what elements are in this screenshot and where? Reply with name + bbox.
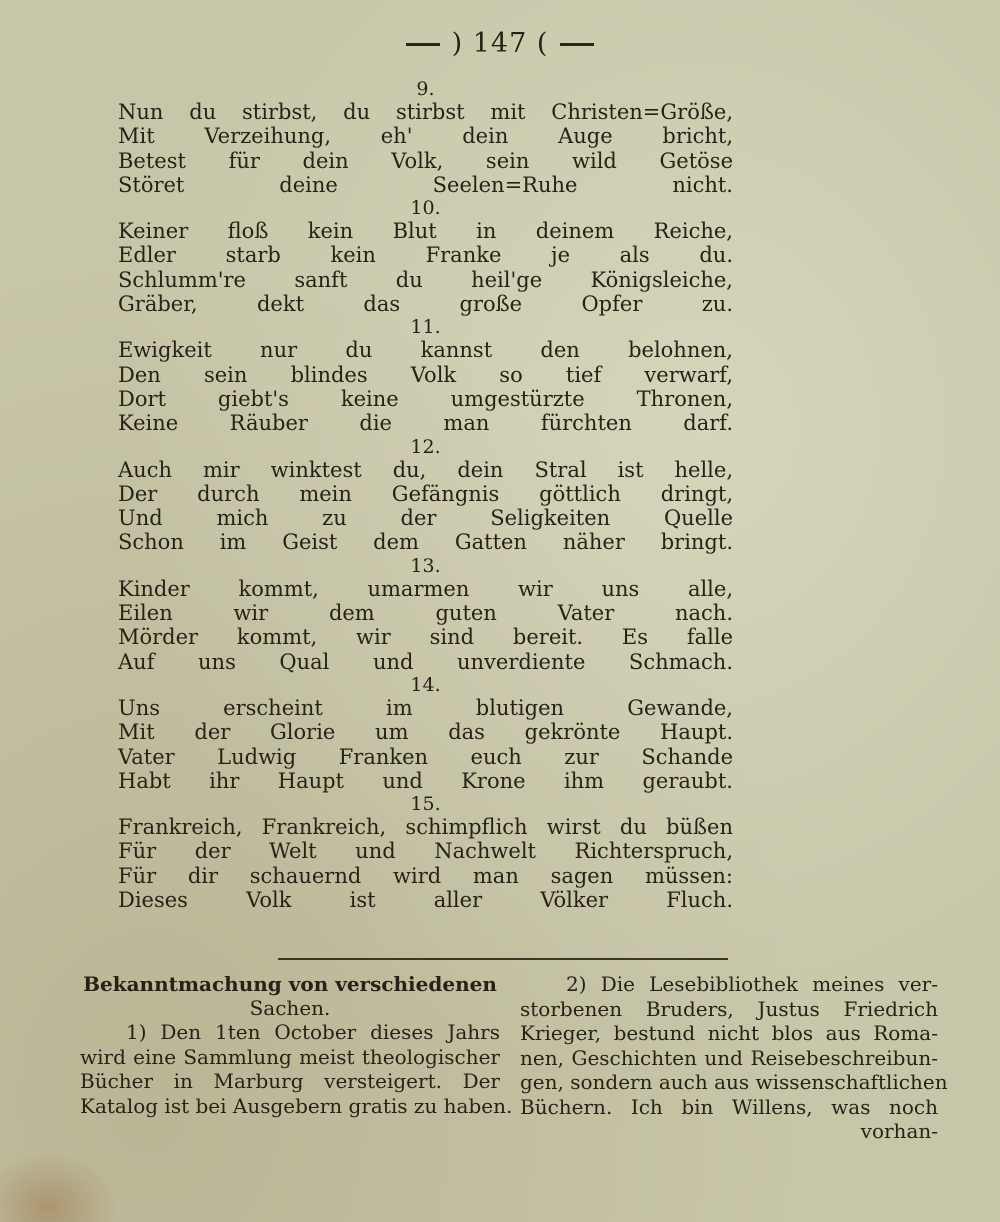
poem-line: Auch mir winktest du, dein Stral ist helle,: [118, 457, 733, 482]
notices-title-line2: Sachen.: [249, 996, 331, 1020]
poem-line: Eilen wir dem guten Vater nach.: [118, 601, 733, 626]
stanza-number: 11.: [410, 316, 441, 339]
notice-line: storbenen Bruders, Justus Friedrich: [520, 996, 938, 1021]
stanza-number: 13.: [410, 554, 441, 577]
poem-line: Schlumm're sanft du heil'ge Königsleiche,: [118, 267, 733, 292]
poem-line: Für dir schauernd wird man sagen müssen:: [118, 863, 733, 888]
poem-line: Frankreich, Frankreich, schimpflich wirst du büßen: [118, 815, 733, 840]
stanza-number: 15.: [410, 793, 441, 816]
poem-line: Störet deine Seelen=Ruhe nicht.: [118, 172, 733, 197]
poem-line: Den sein blindes Volk so tief verwarf,: [118, 362, 733, 387]
notice-line: Bücher in Marburg versteigert. Der: [80, 1069, 500, 1093]
poem-line: Auf uns Qual und unverdiente Schmach.: [118, 649, 733, 674]
notice-item-1: [80, 1020, 513, 1118]
stanza-number: 9.: [416, 78, 435, 100]
notice-line: nen, Geschichten und Reisebeschreibun-: [520, 1045, 938, 1070]
poem-line: Mit Verzeihung, eh' dein Auge bricht,: [118, 124, 733, 149]
poem-line: Betest für dein Volk, sein wild Getöse: [118, 148, 733, 173]
poem-line: Uns erscheint im blutigen Gewande,: [118, 695, 733, 720]
page-header: [0, 28, 1000, 59]
poem-line: Dort giebt's keine umgestürzte Thronen,: [118, 386, 733, 411]
poem: [118, 78, 733, 912]
notice-line: Krieger, bestund nicht blos aus Roma-: [520, 1021, 938, 1045]
stanza-number: 10.: [410, 197, 441, 220]
notice-line: 2) Die Lesebibliothek meines ver-: [566, 972, 938, 996]
paper-stain: [0, 1150, 120, 1222]
poem-line: Edler starb kein Franke je als du.: [118, 243, 733, 268]
poem-line: Keine Räuber die man fürchten darf.: [118, 411, 733, 436]
page-number: ) 147 (: [451, 28, 549, 59]
poem-line: Ewigkeit nur du kannst den belohnen,: [118, 338, 733, 363]
poem-line: Vater Ludwig Franken euch zur Schande: [118, 744, 733, 769]
poem-line: Nun du stirbst, du stirbst mit Christen=Größe,: [118, 100, 733, 124]
notice-line: Büchern. Ich bin Willens, was noch: [520, 1094, 938, 1119]
header-dash-left: [406, 43, 440, 46]
notice-line: Katalog ist bei Ausgebern gratis zu haben.: [80, 1093, 513, 1118]
section-divider: [278, 958, 728, 960]
poem-line: Kinder kommt, umarmen wir uns alle,: [118, 576, 733, 601]
poem-line: Für der Welt und Nachwelt Richterspruch,: [118, 839, 733, 864]
notice-line: 1) Den 1ten October dieses Jahrs: [126, 1020, 500, 1044]
poem-line: Gräber, dekt das große Opfer zu.: [118, 292, 733, 317]
poem-line: Der durch mein Gefängnis göttlich dringt,: [118, 481, 733, 506]
stanza-number: 14.: [410, 673, 441, 696]
poem-line: Dieses Volk ist aller Völker Fluch.: [118, 888, 733, 913]
header-dash-right: [560, 43, 594, 46]
notices-title: [80, 972, 500, 1020]
notice-line: wird eine Sammlung meist theologischer: [80, 1044, 500, 1069]
poem-line: Keiner floß kein Blut in deinem Reiche,: [118, 219, 733, 244]
notice-line: gen, sondern auch aus wissenschaftlichen: [520, 1070, 948, 1094]
poem-line: Schon im Geist dem Gatten näher bringt.: [118, 530, 733, 555]
poem-line: Habt ihr Haupt und Krone ihm geraubt.: [118, 768, 733, 793]
notice-item-2: [520, 972, 948, 1144]
stanza-number: 12.: [410, 435, 441, 458]
notices-title-line1: Bekanntmachung von verschiedenen: [83, 972, 497, 996]
poem-line: Und mich zu der Seligkeiten Quelle: [118, 506, 733, 531]
notices-left-column: [80, 972, 513, 1118]
poem-line: Mörder kommt, wir sind bereit. Es falle: [118, 625, 733, 650]
notice-line: vorhan-: [860, 1119, 938, 1143]
poem-line: Mit der Glorie um das gekrönte Haupt.: [118, 720, 733, 745]
